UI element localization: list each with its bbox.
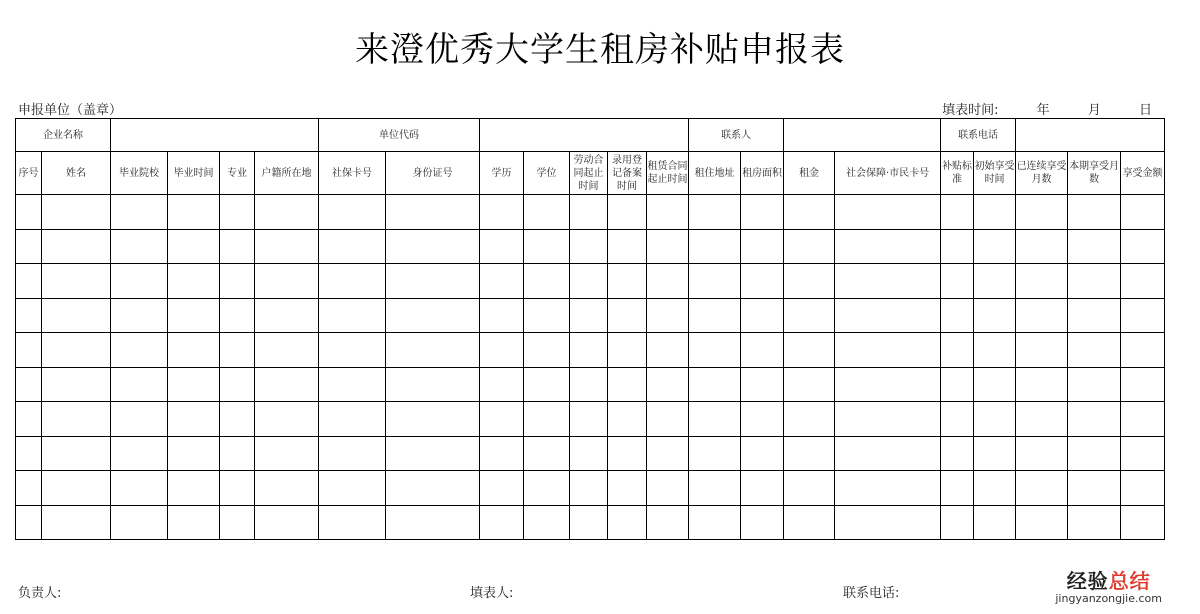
table-cell[interactable] bbox=[319, 298, 386, 333]
table-cell[interactable] bbox=[319, 505, 386, 540]
table-cell[interactable] bbox=[220, 367, 255, 402]
table-cell[interactable] bbox=[974, 505, 1016, 540]
table-cell[interactable] bbox=[524, 333, 570, 368]
responsible-person-label: 负责人: bbox=[18, 586, 62, 601]
table-cell[interactable] bbox=[255, 471, 319, 506]
table-cell[interactable] bbox=[16, 505, 42, 540]
table-cell[interactable] bbox=[689, 229, 741, 264]
column-header: 姓名 bbox=[42, 152, 111, 195]
table-cell[interactable] bbox=[42, 505, 111, 540]
table-cell[interactable] bbox=[689, 195, 741, 230]
table-cell[interactable] bbox=[941, 402, 974, 437]
table-cell[interactable] bbox=[784, 402, 835, 437]
table-cell[interactable] bbox=[741, 367, 784, 402]
table-cell[interactable] bbox=[570, 333, 608, 368]
table-cell[interactable] bbox=[647, 195, 689, 230]
table-row bbox=[16, 298, 1165, 333]
table-cell[interactable] bbox=[220, 402, 255, 437]
table-cell[interactable] bbox=[1121, 298, 1165, 333]
column-header: 社会保障·市民卡号 bbox=[835, 152, 941, 195]
table-cell[interactable] bbox=[835, 229, 941, 264]
application-table bbox=[15, 118, 1165, 540]
table-cell[interactable] bbox=[16, 436, 42, 471]
table-cell[interactable] bbox=[835, 333, 941, 368]
table-cell[interactable] bbox=[974, 298, 1016, 333]
table-cell[interactable] bbox=[570, 195, 608, 230]
table-cell[interactable] bbox=[168, 195, 220, 230]
table-cell[interactable] bbox=[689, 333, 741, 368]
table-cell[interactable] bbox=[16, 229, 42, 264]
table-cell[interactable] bbox=[168, 298, 220, 333]
table-cell[interactable] bbox=[16, 471, 42, 506]
table-cell[interactable] bbox=[689, 505, 741, 540]
table-row bbox=[16, 436, 1165, 471]
table-row bbox=[16, 195, 1165, 230]
table-cell[interactable] bbox=[255, 367, 319, 402]
table-cell[interactable] bbox=[220, 436, 255, 471]
form-title: 来澄优秀大学生租房补贴申报表 bbox=[355, 30, 845, 70]
table-cell[interactable] bbox=[319, 195, 386, 230]
table-cell[interactable] bbox=[42, 402, 111, 437]
table-cell[interactable] bbox=[524, 471, 570, 506]
watermark-logo: 经验总结 jingyanzongjie.com bbox=[1055, 569, 1162, 605]
table-cell[interactable] bbox=[168, 471, 220, 506]
table-cell[interactable] bbox=[111, 471, 168, 506]
column-header: 毕业院校 bbox=[111, 152, 168, 195]
table-cell[interactable] bbox=[784, 505, 835, 540]
column-header: 补贴标准 bbox=[941, 152, 974, 195]
table-cell[interactable] bbox=[647, 229, 689, 264]
company-name-label: 企业名称 bbox=[16, 119, 111, 152]
table-cell[interactable] bbox=[386, 195, 480, 230]
table-cell[interactable] bbox=[1016, 298, 1068, 333]
month-label: 月 bbox=[1087, 103, 1101, 118]
table-cell[interactable] bbox=[1068, 505, 1121, 540]
table-cell[interactable] bbox=[835, 264, 941, 299]
table-cell[interactable] bbox=[168, 264, 220, 299]
table-cell[interactable] bbox=[570, 471, 608, 506]
table-cell[interactable] bbox=[42, 471, 111, 506]
day-label: 日 bbox=[1138, 103, 1152, 118]
table-cell[interactable] bbox=[319, 402, 386, 437]
table-cell[interactable] bbox=[784, 229, 835, 264]
table-cell[interactable] bbox=[255, 402, 319, 437]
table-cell[interactable] bbox=[16, 333, 42, 368]
contact-phone-label: 联系电话 bbox=[941, 119, 1016, 152]
table-cell[interactable] bbox=[1121, 367, 1165, 402]
table-cell[interactable] bbox=[741, 402, 784, 437]
column-header: 租金 bbox=[784, 152, 835, 195]
table-cell[interactable] bbox=[1121, 471, 1165, 506]
table-cell[interactable] bbox=[111, 264, 168, 299]
column-header: 序号 bbox=[16, 152, 42, 195]
reporting-unit-label: 申报单位（盖章） bbox=[18, 103, 123, 118]
table-cell[interactable] bbox=[111, 333, 168, 368]
table-cell[interactable] bbox=[16, 195, 42, 230]
table-cell[interactable] bbox=[16, 298, 42, 333]
table-cell[interactable] bbox=[1068, 195, 1121, 230]
table-cell[interactable] bbox=[784, 367, 835, 402]
table-cell[interactable] bbox=[524, 402, 570, 437]
table-cell[interactable] bbox=[689, 436, 741, 471]
table-cell[interactable] bbox=[974, 436, 1016, 471]
table-cell[interactable] bbox=[974, 471, 1016, 506]
table-row bbox=[16, 229, 1165, 264]
table-cell[interactable] bbox=[689, 264, 741, 299]
footer-phone-label: 联系电话: bbox=[843, 586, 900, 601]
table-cell[interactable] bbox=[1121, 195, 1165, 230]
fill-date-label: 填表时间: bbox=[942, 103, 999, 118]
table-cell[interactable] bbox=[941, 471, 974, 506]
table-cell[interactable] bbox=[480, 298, 524, 333]
table-cell[interactable] bbox=[319, 333, 386, 368]
table-cell[interactable] bbox=[319, 229, 386, 264]
table-cell[interactable] bbox=[784, 298, 835, 333]
table-cell[interactable] bbox=[168, 333, 220, 368]
table-cell[interactable] bbox=[1068, 298, 1121, 333]
table-cell[interactable] bbox=[1068, 264, 1121, 299]
table-cell[interactable] bbox=[608, 195, 647, 230]
table-cell[interactable] bbox=[784, 264, 835, 299]
table-cell[interactable] bbox=[386, 471, 480, 506]
table-cell[interactable] bbox=[111, 367, 168, 402]
table-cell[interactable] bbox=[42, 195, 111, 230]
table-cell[interactable] bbox=[835, 436, 941, 471]
table-cell[interactable] bbox=[741, 436, 784, 471]
table-cell[interactable] bbox=[386, 333, 480, 368]
info-row bbox=[16, 119, 1165, 152]
table-cell[interactable] bbox=[835, 505, 941, 540]
column-header: 户籍所在地 bbox=[255, 152, 319, 195]
table-cell[interactable] bbox=[524, 505, 570, 540]
table-cell[interactable] bbox=[255, 436, 319, 471]
table-cell[interactable] bbox=[386, 402, 480, 437]
table-cell[interactable] bbox=[1016, 229, 1068, 264]
table-cell[interactable] bbox=[480, 195, 524, 230]
filler-label: 填表人: bbox=[470, 586, 514, 601]
table-cell[interactable] bbox=[1121, 333, 1165, 368]
table-cell[interactable] bbox=[480, 505, 524, 540]
table-cell[interactable] bbox=[608, 402, 647, 437]
table-cell[interactable] bbox=[741, 298, 784, 333]
table-cell[interactable] bbox=[1068, 436, 1121, 471]
table-cell[interactable] bbox=[111, 195, 168, 230]
table-cell[interactable] bbox=[974, 402, 1016, 437]
table-cell[interactable] bbox=[741, 333, 784, 368]
column-header: 录用登记备案时间 bbox=[608, 152, 647, 195]
table-cell[interactable] bbox=[16, 264, 42, 299]
table-cell[interactable] bbox=[16, 367, 42, 402]
table-cell[interactable] bbox=[647, 298, 689, 333]
table-cell[interactable] bbox=[220, 229, 255, 264]
table-cell[interactable] bbox=[255, 298, 319, 333]
column-header: 享受金额 bbox=[1121, 152, 1165, 195]
year-label: 年 bbox=[1036, 103, 1050, 118]
table-cell[interactable] bbox=[974, 195, 1016, 230]
table-cell[interactable] bbox=[1016, 195, 1068, 230]
table-cell[interactable] bbox=[647, 436, 689, 471]
table-cell[interactable] bbox=[570, 402, 608, 437]
table-cell[interactable] bbox=[835, 367, 941, 402]
table-cell[interactable] bbox=[741, 264, 784, 299]
table-cell[interactable] bbox=[1016, 367, 1068, 402]
table-cell[interactable] bbox=[941, 333, 974, 368]
table-cell[interactable] bbox=[647, 402, 689, 437]
table-cell[interactable] bbox=[608, 229, 647, 264]
table-cell[interactable] bbox=[974, 333, 1016, 368]
table-cell[interactable] bbox=[974, 264, 1016, 299]
table-cell[interactable] bbox=[608, 367, 647, 402]
column-header: 毕业时间 bbox=[168, 152, 220, 195]
table-cell[interactable] bbox=[941, 195, 974, 230]
table-cell[interactable] bbox=[319, 471, 386, 506]
table-cell[interactable] bbox=[941, 505, 974, 540]
table-cell[interactable] bbox=[42, 264, 111, 299]
table-cell[interactable] bbox=[386, 229, 480, 264]
table-cell[interactable] bbox=[741, 229, 784, 264]
table-cell[interactable] bbox=[480, 367, 524, 402]
table-cell[interactable] bbox=[741, 471, 784, 506]
table-cell[interactable] bbox=[1121, 264, 1165, 299]
table-cell[interactable] bbox=[1121, 402, 1165, 437]
table-cell[interactable] bbox=[42, 367, 111, 402]
table-cell[interactable] bbox=[1016, 471, 1068, 506]
column-header: 劳动合同起止时间 bbox=[570, 152, 608, 195]
table-cell[interactable] bbox=[524, 298, 570, 333]
table-cell[interactable] bbox=[689, 367, 741, 402]
column-header: 学历 bbox=[480, 152, 524, 195]
table-cell[interactable] bbox=[319, 436, 386, 471]
table-cell[interactable] bbox=[689, 298, 741, 333]
table-cell[interactable] bbox=[608, 333, 647, 368]
table-cell[interactable] bbox=[480, 264, 524, 299]
table-cell[interactable] bbox=[1068, 402, 1121, 437]
table-cell[interactable] bbox=[1068, 333, 1121, 368]
table-cell[interactable] bbox=[480, 402, 524, 437]
table-cell[interactable] bbox=[220, 195, 255, 230]
table-cell[interactable] bbox=[974, 367, 1016, 402]
column-header: 租赁合同起止时间 bbox=[647, 152, 689, 195]
table-cell[interactable] bbox=[608, 505, 647, 540]
table-cell[interactable] bbox=[524, 229, 570, 264]
company-name-value[interactable] bbox=[111, 119, 319, 152]
table-cell[interactable] bbox=[255, 229, 319, 264]
contact-label: 联系人 bbox=[689, 119, 784, 152]
table-cell[interactable] bbox=[741, 195, 784, 230]
column-header: 学位 bbox=[524, 152, 570, 195]
table-cell[interactable] bbox=[1121, 229, 1165, 264]
table-cell[interactable] bbox=[111, 298, 168, 333]
table-cell[interactable] bbox=[1068, 471, 1121, 506]
table-cell[interactable] bbox=[168, 229, 220, 264]
table-cell[interactable] bbox=[386, 367, 480, 402]
column-header: 身份证号 bbox=[386, 152, 480, 195]
table-cell[interactable] bbox=[941, 298, 974, 333]
table-cell[interactable] bbox=[255, 505, 319, 540]
table-cell[interactable] bbox=[647, 367, 689, 402]
table-cell[interactable] bbox=[1016, 402, 1068, 437]
table-cell[interactable] bbox=[647, 264, 689, 299]
table-cell[interactable] bbox=[480, 229, 524, 264]
table-cell[interactable] bbox=[941, 264, 974, 299]
table-body bbox=[16, 119, 1165, 540]
table-cell[interactable] bbox=[220, 471, 255, 506]
table-cell[interactable] bbox=[255, 333, 319, 368]
table-cell[interactable] bbox=[220, 505, 255, 540]
table-cell[interactable] bbox=[386, 298, 480, 333]
table-cell[interactable] bbox=[111, 505, 168, 540]
column-header: 本期享受月数 bbox=[1068, 152, 1121, 195]
table-row bbox=[16, 367, 1165, 402]
table-row bbox=[16, 264, 1165, 299]
table-cell[interactable] bbox=[835, 298, 941, 333]
table-cell[interactable] bbox=[524, 367, 570, 402]
table-cell[interactable] bbox=[220, 333, 255, 368]
table-cell[interactable] bbox=[16, 402, 42, 437]
table-cell[interactable] bbox=[1016, 505, 1068, 540]
table-cell[interactable] bbox=[689, 402, 741, 437]
contact-phone-value[interactable] bbox=[1016, 119, 1165, 152]
table-cell[interactable] bbox=[1016, 436, 1068, 471]
column-header: 租住地址 bbox=[689, 152, 741, 195]
column-header-row bbox=[16, 152, 1165, 195]
table-cell[interactable] bbox=[480, 436, 524, 471]
table-cell[interactable] bbox=[941, 367, 974, 402]
table-cell[interactable] bbox=[111, 229, 168, 264]
table-cell[interactable] bbox=[255, 195, 319, 230]
table-cell[interactable] bbox=[386, 436, 480, 471]
table-cell[interactable] bbox=[1121, 505, 1165, 540]
table-cell[interactable] bbox=[1068, 367, 1121, 402]
table-cell[interactable] bbox=[941, 436, 974, 471]
table-cell[interactable] bbox=[168, 402, 220, 437]
column-header: 租房面积 bbox=[741, 152, 784, 195]
table-cell[interactable] bbox=[570, 229, 608, 264]
table-cell[interactable] bbox=[784, 436, 835, 471]
table-cell[interactable] bbox=[319, 367, 386, 402]
fill-date bbox=[938, 99, 1152, 118]
unit-code-value[interactable] bbox=[480, 119, 689, 152]
table-cell[interactable] bbox=[168, 367, 220, 402]
table-cell[interactable] bbox=[941, 229, 974, 264]
table-cell[interactable] bbox=[111, 402, 168, 437]
table-cell[interactable] bbox=[524, 195, 570, 230]
table-cell[interactable] bbox=[1121, 436, 1165, 471]
table-row bbox=[16, 333, 1165, 368]
table-row bbox=[16, 471, 1165, 506]
column-header: 社保卡号 bbox=[319, 152, 386, 195]
table-cell[interactable] bbox=[570, 298, 608, 333]
table-cell[interactable] bbox=[524, 264, 570, 299]
table-cell[interactable] bbox=[570, 264, 608, 299]
table-cell[interactable] bbox=[647, 471, 689, 506]
table-cell[interactable] bbox=[42, 436, 111, 471]
table-cell[interactable] bbox=[647, 505, 689, 540]
table-cell[interactable] bbox=[42, 333, 111, 368]
column-header: 已连续享受月数 bbox=[1016, 152, 1068, 195]
table-cell[interactable] bbox=[168, 436, 220, 471]
table-cell[interactable] bbox=[220, 264, 255, 299]
table-cell[interactable] bbox=[784, 195, 835, 230]
table-cell[interactable] bbox=[168, 505, 220, 540]
table-cell[interactable] bbox=[386, 505, 480, 540]
table-cell[interactable] bbox=[608, 264, 647, 299]
table-cell[interactable] bbox=[835, 402, 941, 437]
table-cell[interactable] bbox=[784, 471, 835, 506]
table-cell[interactable] bbox=[220, 298, 255, 333]
table-cell[interactable] bbox=[689, 471, 741, 506]
table-cell[interactable] bbox=[608, 298, 647, 333]
table-cell[interactable] bbox=[570, 367, 608, 402]
table-cell[interactable] bbox=[319, 264, 386, 299]
table-cell[interactable] bbox=[1068, 229, 1121, 264]
unit-code-label: 单位代码 bbox=[319, 119, 480, 152]
table-cell[interactable] bbox=[647, 333, 689, 368]
table-cell[interactable] bbox=[42, 298, 111, 333]
table-cell[interactable] bbox=[1016, 264, 1068, 299]
table-cell[interactable] bbox=[480, 333, 524, 368]
column-header: 初始享受时间 bbox=[974, 152, 1016, 195]
table-cell[interactable] bbox=[608, 436, 647, 471]
table-cell[interactable] bbox=[570, 505, 608, 540]
contact-value[interactable] bbox=[784, 119, 941, 152]
table-cell[interactable] bbox=[784, 333, 835, 368]
table-cell[interactable] bbox=[480, 471, 524, 506]
table-cell[interactable] bbox=[524, 436, 570, 471]
table-cell[interactable] bbox=[608, 471, 647, 506]
table-cell[interactable] bbox=[1016, 333, 1068, 368]
table-row bbox=[16, 505, 1165, 540]
table-cell[interactable] bbox=[255, 264, 319, 299]
column-header: 专业 bbox=[220, 152, 255, 195]
table-cell[interactable] bbox=[42, 229, 111, 264]
table-cell[interactable] bbox=[835, 471, 941, 506]
table-cell[interactable] bbox=[974, 229, 1016, 264]
table-cell[interactable] bbox=[111, 436, 168, 471]
table-cell[interactable] bbox=[741, 505, 784, 540]
table-cell[interactable] bbox=[570, 436, 608, 471]
table-cell[interactable] bbox=[835, 195, 941, 230]
table-cell[interactable] bbox=[386, 264, 480, 299]
table-row bbox=[16, 402, 1165, 437]
